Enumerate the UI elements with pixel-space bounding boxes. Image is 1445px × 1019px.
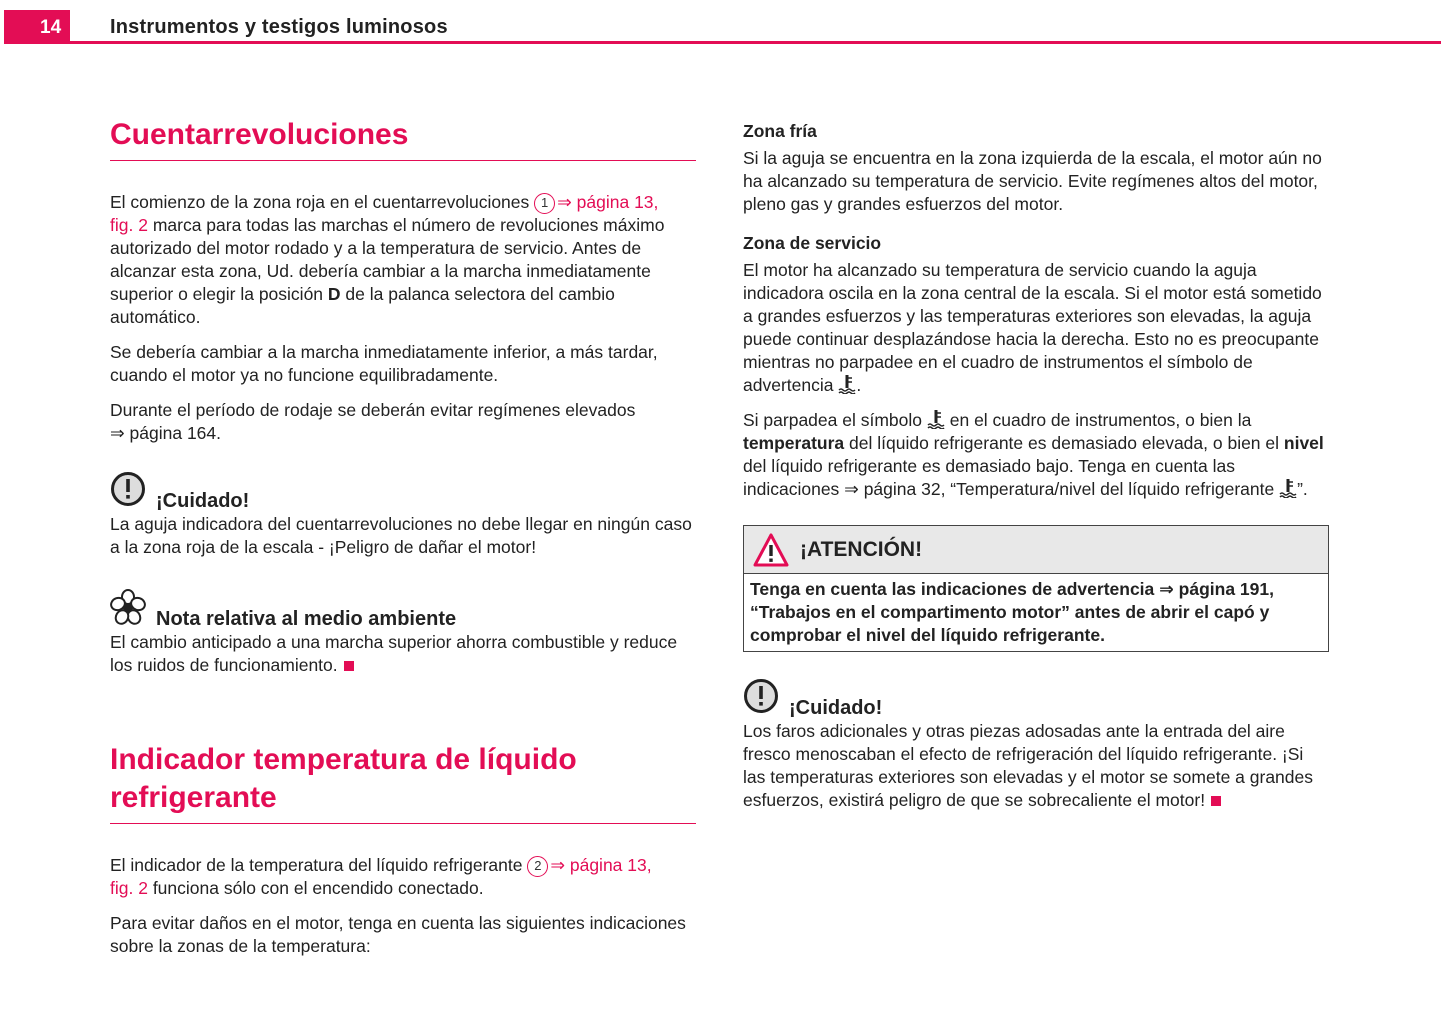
environment-note-text: El cambio anticipado a una marcha superior ahorra combustible y reduce los ruidos de funcionamiento. [110,632,678,675]
coolant-temp-icon [927,409,945,429]
service-zone-text: El motor ha alcanzado su temperatura de servicio cuando la aguja indicadora oscila en la zona central de la escala. Si el motor está sometido a grandes esfuerzos y las temperaturas exteriores son elevadas, la aguja puede continuar desplazándose hacia la derecha. Esto no es preocupante mientras no parpadee en el cuadro de instrumentos el símbolo de advertencia . [743,260,1322,395]
caution-heading [110,471,696,512]
blink-warning-text: Si parpadea el símbolo en el cuadro de instrumentos, o bien la temperatura del líquido refrigerante es demasiado elevada, o bien el nivel del líquido refrigerante es demasiado bajo. Tenga en cuenta las indicaciones ⇒ página 32, “Temperatura/nivel del líquido refrigerante ”. [743,410,1324,499]
environment-note-heading [110,589,696,630]
page-link[interactable]: ⇒ página 13, [550,855,652,875]
caution-text: La aguja indicadora del cuentarrevoluciones no debe llegar en ningún caso a la zona roja de la escala - ¡Peligro de dañar el motor! [110,514,692,557]
section-title-coolant: Indicador temperatura de líquido refrigerante [110,741,696,824]
page-header [0,0,1445,46]
flower-icon [110,589,146,625]
attention-text: Tenga en cuenta las indicaciones de advertencia ⇒ página 191, “Trabajos en el compartimento motor” antes de abrir el capó y comprobar el nivel del líquido refrigerante. [750,579,1274,645]
environment-note-title: Nota relativa al medio ambiente [156,608,457,630]
attention-title: ¡ATENCIÓN! [800,538,923,561]
attention-box [743,525,1329,652]
callout-1: 1 [534,193,555,214]
caution-text: Los faros adicionales y otras piezas adosadas ante la entrada del aire fresco menoscaban el efecto de refrigeración del líquido refrigerante. ¡Si las temperaturas exteriores son elevadas y el motor se somete a grandes esfuerzos, existirá peligro de que se sobrecaliente el motor! [743,721,1314,810]
tachometer-paragraph-1: El comienzo de la zona roja en el cuentarrevoluciones 1 ⇒ página 13, fig. 2 marca para todas las marchas el número de revoluciones máximo autorizado del motor rodado y a la temperatura de servicio. Antes de alcanzar esta zona, Ud. debería cambiar a la marcha inmediatamente superior o elegir la posición D de la palanca selectora del cambio automático. [110,192,665,327]
caution-icon [110,471,146,507]
tachometer-paragraph-2: Se debería cambiar a la marcha inmediatamente inferior, a más tardar, cuando el motor ya no funcione equilibradamente. [110,342,658,385]
attention-heading [744,526,1328,574]
cold-zone-text: Si la aguja se encuentra en la zona izquierda de la escala, el motor aún no ha alcanzado su temperatura de servicio. Evite regímenes altos del motor, pleno gas y grandes esfuerzos del motor. [743,148,1322,214]
figure-link[interactable]: fig. 2 [110,878,148,898]
end-marker [344,661,354,671]
coolant-temp-icon [838,374,856,394]
caution-icon [743,678,779,714]
figure-link[interactable]: fig. 2 [110,215,148,235]
end-marker [1211,796,1221,806]
coolant-temp-icon [1279,478,1297,498]
caution-heading [743,678,1329,719]
header-rule [4,41,1441,44]
callout-2: 2 [527,856,548,877]
caution-title: ¡Cuidado! [789,697,883,719]
warning-triangle-icon [752,532,790,568]
service-zone-title: Zona de servicio [743,233,882,253]
cold-zone-title: Zona fría [743,121,817,141]
page-number: 14 [40,17,62,38]
left-column [110,116,696,970]
page-link[interactable]: ⇒ página 13, [557,192,659,212]
page-link[interactable]: ⇒ página 164. [110,423,221,443]
caution-title: ¡Cuidado! [156,490,250,512]
section-title-tachometer: Cuentarrevoluciones [110,116,696,161]
coolant-paragraph-1: El indicador de la temperatura del líquido refrigerante 2 ⇒ página 13, fig. 2 funciona sólo con el encendido conectado. [110,855,652,898]
page-number-badge [4,10,70,44]
right-column [743,120,1329,824]
chapter-title: Instrumentos y testigos luminosos [110,16,448,38]
tachometer-paragraph-3: Durante el período de rodaje se deberán evitar regímenes elevados ⇒ página 164. [110,400,636,443]
coolant-paragraph-2: Para evitar daños en el motor, tenga en cuenta las siguientes indicaciones sobre la zonas de la temperatura: [110,913,686,956]
